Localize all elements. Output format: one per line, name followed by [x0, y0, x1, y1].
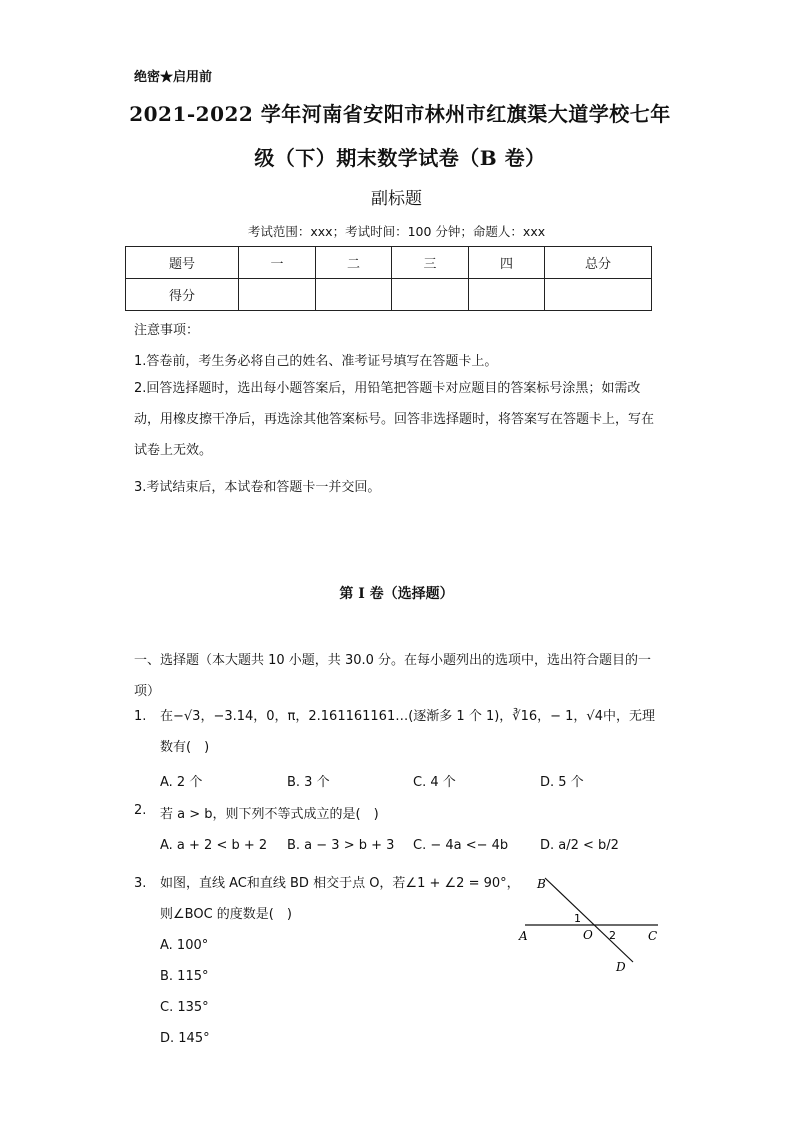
score-cell — [545, 279, 652, 311]
intersecting-lines-figure — [515, 870, 665, 980]
label-angle-2: 2 — [609, 929, 616, 942]
question-number: 3. — [134, 876, 147, 891]
option-d: D. a/2 < b/2 — [540, 838, 619, 853]
option-a: A. a + 2 < b + 2 — [160, 838, 268, 853]
question-number: 2. — [134, 803, 147, 818]
score-cell — [469, 279, 545, 311]
label-angle-1: 1 — [574, 912, 581, 925]
confidential-label: 绝密★启用前 — [134, 70, 213, 85]
option-a: A. 2 个 — [160, 775, 203, 790]
exam-meta: 考试范围：xxx；考试时间：100 分钟；命题人：xxx — [247, 224, 546, 239]
exam-title-line2: 级（下）期末数学试卷（B 卷） — [254, 146, 546, 170]
question-text: 若 a > b，则下列不等式成立的是( ) — [160, 807, 379, 822]
notes-title: 注意事项： — [134, 323, 200, 338]
question-text: 在−√3，−3.14，0，π，2.161161161…(逐渐多 1 个 1)，∛16，− 1，√4中，无理数有( ) — [160, 709, 655, 755]
line-bd — [545, 878, 633, 962]
score-row-label: 得分 — [126, 279, 239, 311]
part-title: 一、选择题（本大题共 10 小题，共 30.0 分。在每小题列出的选项中，选出符合题目的一项） — [134, 653, 652, 699]
note-item: 2.回答选择题时，选出每小题答案后，用铅笔把答题卡对应题目的答案标号涂黑；如需改动，用橡皮擦干净后，再选涂其他答案标号。回答非选择题时，将答案写在答题卡上，写在试卷上无效。 — [134, 381, 655, 458]
note-item: 3.考试结束后，本试卷和答题卡一并交回。 — [134, 480, 381, 495]
label-o: O — [583, 928, 593, 942]
score-header-cell: 总分 — [545, 247, 652, 279]
score-table-header-row — [126, 247, 652, 279]
score-cell — [392, 279, 469, 311]
score-table-score-row — [126, 279, 652, 311]
option-d: D. 145° — [160, 1031, 210, 1046]
note-item: 1.答卷前，考生务必将自己的姓名、准考证号填写在答题卡上。 — [134, 354, 498, 369]
score-cell — [239, 279, 316, 311]
option-c: C. 4 个 — [413, 775, 456, 790]
score-header-cell: 一 — [239, 247, 316, 279]
question-text: 如图，直线 AC和直线 BD 相交于点 O，若∠1 + ∠2 = 90°，则∠BOC 的度数是( ) — [160, 876, 520, 922]
option-d: D. 5 个 — [540, 775, 584, 790]
option-c: C. 135° — [160, 1000, 209, 1015]
label-c: C — [648, 929, 658, 943]
score-cell — [316, 279, 392, 311]
label-a: A — [519, 929, 528, 943]
label-b: B — [537, 877, 546, 891]
option-a: A. 100° — [160, 938, 209, 953]
option-c: C. − 4a <− 4b — [413, 838, 509, 853]
subtitle: 副标题 — [371, 189, 422, 209]
score-header-cell: 三 — [392, 247, 469, 279]
option-b: B. 115° — [160, 969, 209, 984]
option-b: B. a − 3 > b + 3 — [287, 838, 395, 853]
score-table — [125, 246, 652, 311]
exam-title-line1: 2021-2022 学年河南省安阳市林州市红旗渠大道学校七年 — [129, 102, 671, 126]
question-number: 1. — [134, 709, 147, 724]
option-b: B. 3 个 — [287, 775, 330, 790]
score-header-cell: 四 — [469, 247, 545, 279]
score-header-cell: 题号 — [126, 247, 239, 279]
section-title: 第 I 卷（选择题） — [339, 586, 454, 602]
score-header-cell: 二 — [316, 247, 392, 279]
label-d: D — [616, 960, 626, 974]
